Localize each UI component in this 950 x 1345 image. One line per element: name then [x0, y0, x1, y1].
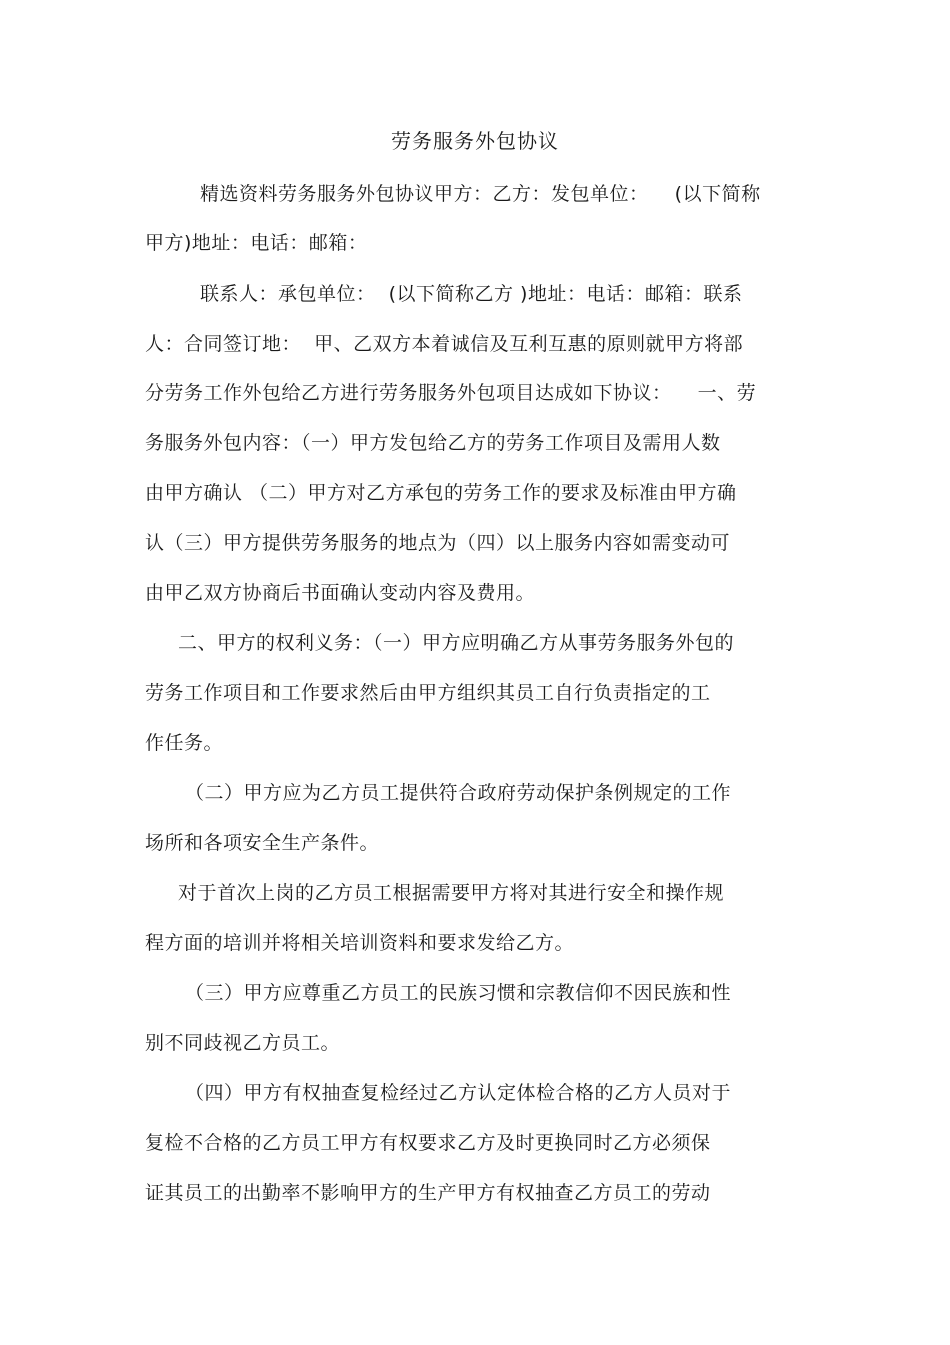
paragraph-line: （四）甲方有权抽查复检经过乙方认定体检合格的乙方人员对于 [185, 1082, 732, 1104]
document-title: 劳务服务外包协议 [391, 129, 559, 153]
paragraph-line: 联系人：承包单位： (以下简称乙方 )地址：电话：邮箱：联系 [200, 283, 743, 305]
paragraph-line: 由甲乙双方协商后书面确认变动内容及费用。 [145, 582, 536, 604]
paragraph-line: 劳务工作项目和工作要求然后由甲方组织其员工自行负责指定的工 [145, 682, 711, 704]
paragraph-line: 场所和各项安全生产条件。 [145, 832, 380, 854]
paragraph-line: 人：合同签订地： 甲、乙双方本着诚信及互利互惠的原则就甲方将部 [145, 333, 744, 355]
paragraph-line: 程方面的培训并将相关培训资料和要求发给乙方。 [145, 932, 575, 954]
paragraph-line: 认（三）甲方提供劳务服务的地点为（四）以上服务内容如需变动可 [145, 532, 731, 554]
paragraph-line: 复检不合格的乙方员工甲方有权要求乙方及时更换同时乙方必须保 [145, 1132, 711, 1154]
paragraph-line: 对于首次上岗的乙方员工根据需要甲方将对其进行安全和操作规 [178, 882, 725, 904]
paragraph-line: 务服务外包内容：（一）甲方发包给乙方的劳务工作项目及需用人数 [145, 432, 721, 454]
paragraph-line: 精选资料劳务服务外包协议甲方：乙方：发包单位： (以下简称 [200, 183, 761, 205]
paragraph-line: 作任务。 [145, 732, 224, 754]
paragraph-line: 证其员工的出勤率不影响甲方的生产甲方有权抽查乙方员工的劳动 [145, 1182, 711, 1204]
paragraph-line: 由甲方确认 （二）甲方对乙方承包的劳务工作的要求及标准由甲方确 [145, 482, 737, 504]
paragraph-line: （三）甲方应尊重乙方员工的民族习惯和宗教信仰不因民族和性 [185, 982, 732, 1004]
paragraph-line: 分劳务工作外包给乙方进行劳务服务外包项目达成如下协议： 一、劳 [145, 382, 757, 404]
paragraph-line: 甲方)地址：电话：邮箱： [145, 232, 368, 254]
paragraph-line: 二、甲方的权利义务：（一）甲方应明确乙方从事劳务服务外包的 [178, 632, 735, 654]
paragraph-line: （二）甲方应为乙方员工提供符合政府劳动保护条例规定的工作 [185, 782, 732, 804]
paragraph-line: 别不同歧视乙方员工。 [145, 1032, 341, 1054]
